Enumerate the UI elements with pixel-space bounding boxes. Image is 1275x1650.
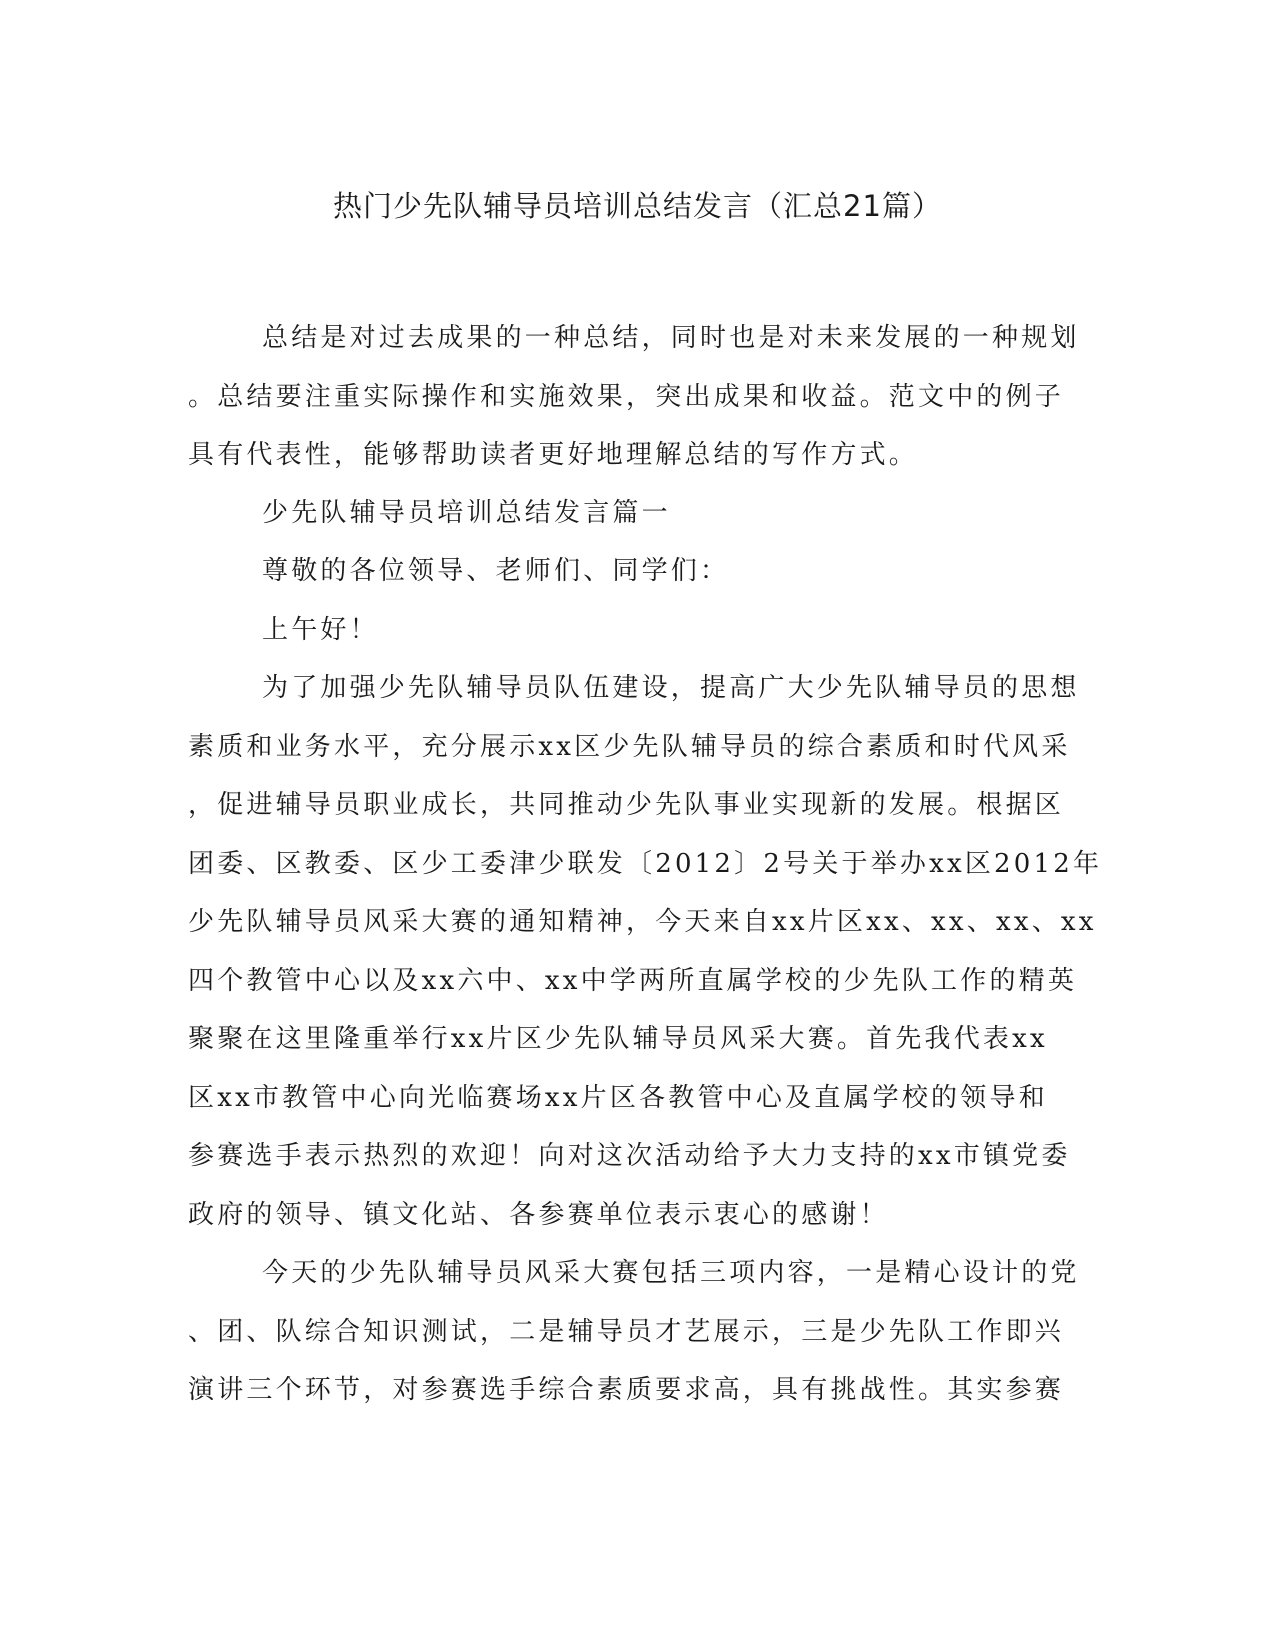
text-line: 具有代表性，能够帮助读者更好地理解总结的写作方式。 bbox=[188, 440, 919, 470]
document-title: 热门少先队辅导员培训总结发言（汇总21篇） bbox=[333, 189, 942, 223]
section-heading: 少先队辅导员培训总结发言篇一 bbox=[262, 498, 671, 528]
text-line: ，促进辅导员职业成长，共同推动少先队事业实现新的发展。根据区 bbox=[188, 790, 1065, 820]
text-line: 。总结要注重实际操作和实施效果，突出成果和收益。范文中的例子 bbox=[188, 382, 1065, 412]
text-line: 参赛选手表示热烈的欢迎！向对这次活动给予大力支持的xx市镇党委 bbox=[188, 1141, 1071, 1171]
greeting: 上午好！ bbox=[262, 615, 379, 645]
text-line: 今天的少先队辅导员风采大赛包括三项内容，一是精心设计的党 bbox=[262, 1258, 1080, 1288]
text-line: 政府的领导、镇文化站、各参赛单位表示衷心的感谢！ bbox=[188, 1200, 889, 1230]
text-line: 少先队辅导员风采大赛的通知精神，今天来自xx片区xx、xx、xx、xx bbox=[188, 907, 1097, 937]
text-line: 、团、队综合知识测试，二是辅导员才艺展示，三是少先队工作即兴 bbox=[188, 1317, 1065, 1347]
text-line: 演讲三个环节，对参赛选手综合素质要求高，具有挑战性。其实参赛 bbox=[188, 1375, 1065, 1405]
text-line: 总结是对过去成果的一种总结，同时也是对未来发展的一种规划 bbox=[262, 323, 1080, 353]
text-line: 四个教管中心以及xx六中、xx中学两所直属学校的少先队工作的精英 bbox=[188, 966, 1078, 996]
salutation: 尊敬的各位领导、老师们、同学们： bbox=[262, 556, 730, 586]
text-line: 聚聚在这里隆重举行xx片区少先队辅导员风采大赛。首先我代表xx bbox=[188, 1024, 1048, 1054]
text-line: 团委、区教委、区少工委津少联发〔2012〕2号关于举办xx区2012年 bbox=[188, 849, 1103, 879]
text-line: 区xx市教管中心向光临赛场xx片区各教管中心及直属学校的领导和 bbox=[188, 1083, 1048, 1113]
text-line: 为了加强少先队辅导员队伍建设，提高广大少先队辅导员的思想 bbox=[262, 673, 1080, 703]
text-line: 素质和业务水平，充分展示xx区少先队辅导员的综合素质和时代风采 bbox=[188, 732, 1071, 762]
